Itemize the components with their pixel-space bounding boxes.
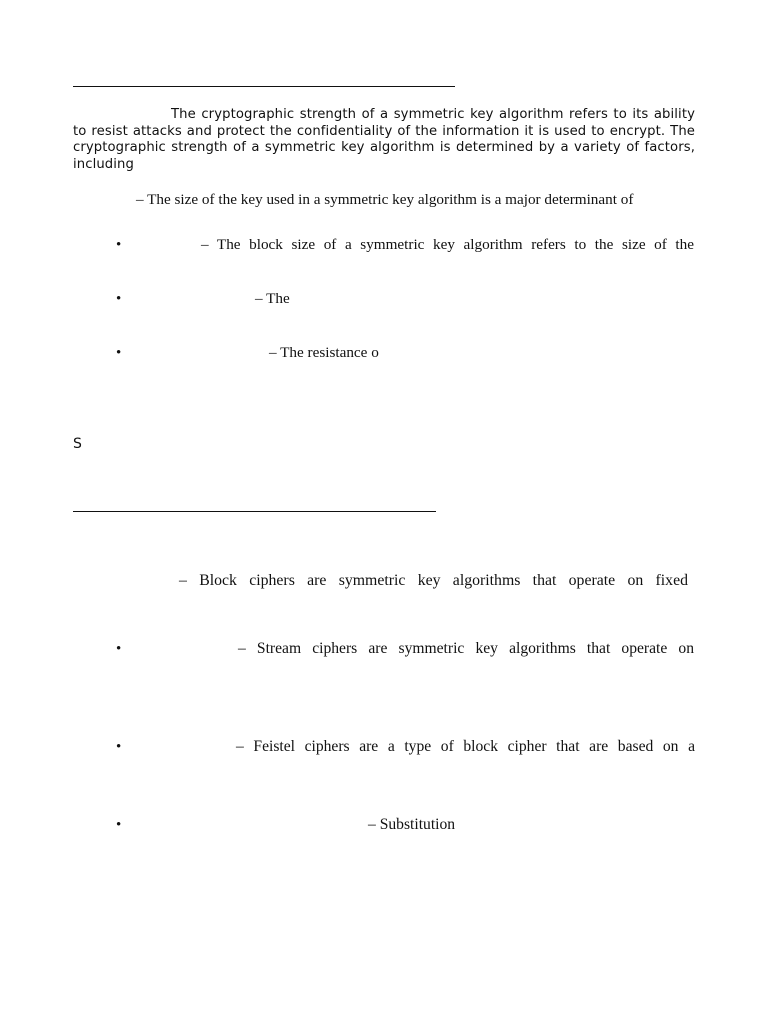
list-item: – The [255,290,290,307]
bullet-icon: • [116,739,122,755]
intro-paragraph-text: The cryptographic strength of a symmetric key algorithm refers to its ability to resist attacks and protect the confidentiality of the information it is used to encrypt. The cryptographic strength of a symmetric key algorithm is determined by a variety of factors, including [73,107,695,172]
stray-text: S [73,436,82,452]
bullet-icon: • [116,817,122,833]
list-item: – The resistance o [269,344,379,361]
list-item: – The block size of a symmetric key algorithm refers to the size of the [201,236,694,253]
bullet-icon: • [116,345,122,361]
section-heading-rule [73,86,455,87]
bullet-icon: • [116,237,122,253]
intro-paragraph [73,107,695,173]
list-item: – Feistel ciphers are a type of block cipher that are based on a [236,738,695,755]
bullet-icon: • [116,291,122,307]
bullet-icon: • [116,641,122,657]
list-item: – Substitution [368,816,456,833]
list-item: – The size of the key used in a symmetric key algorithm is a major determinant of [136,191,634,208]
list-item: – Block ciphers are symmetric key algorithms that operate on fixed [179,572,688,589]
list-item: – Stream ciphers are symmetric key algorithms that operate on [238,640,694,657]
section-heading-rule [73,511,436,512]
